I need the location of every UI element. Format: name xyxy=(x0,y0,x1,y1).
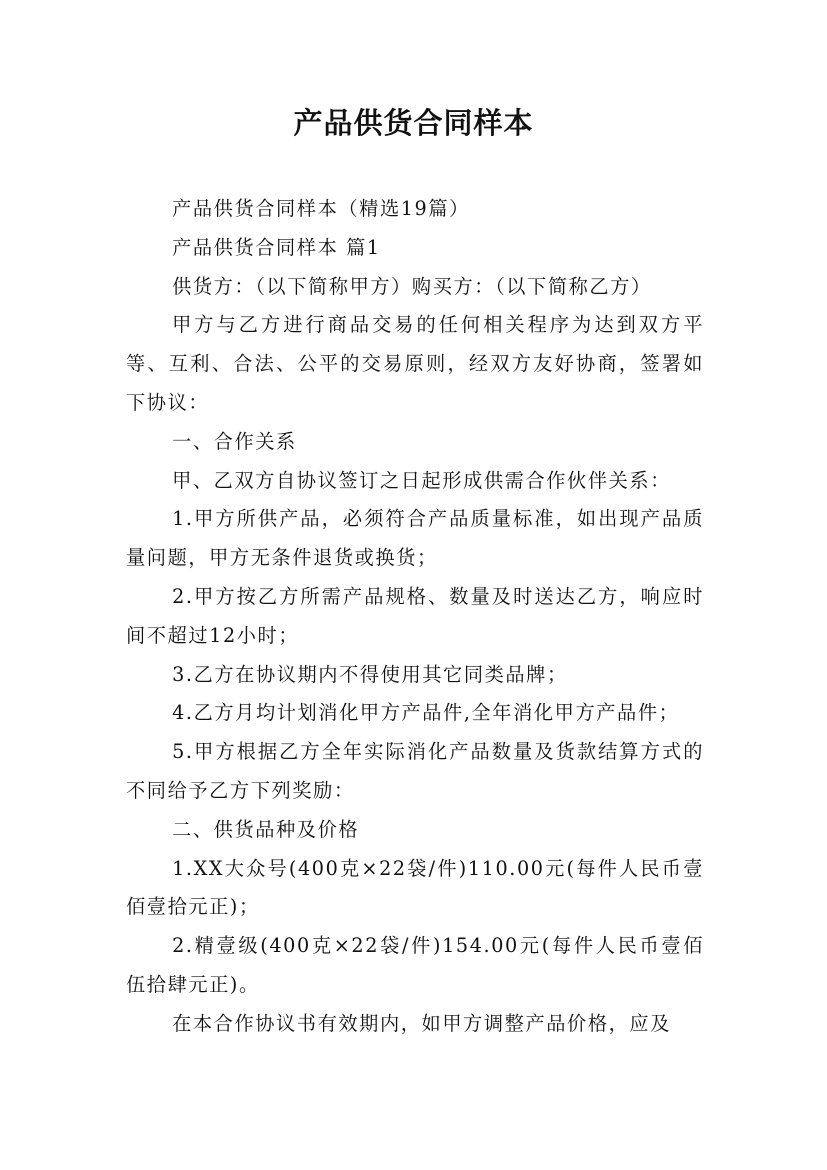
list-item: 2.精壹级(400克×22袋/件)154.00元(每件人民币壹佰伍拾肆元正)。 xyxy=(126,934,704,996)
paragraph: 在本合作协议书有效期内，如甲方调整产品价格，应及 xyxy=(172,1011,671,1035)
paragraph: 甲方与乙方进行商品交易的任何相关程序为达到双方平等、互利、合法、公平的交易原则，经双方友好协商，签署如下协议： xyxy=(126,313,704,414)
list-item: 2.甲方按乙方所需产品规格、数量及时送达乙方，响应时间不超过12小时； xyxy=(126,584,704,647)
paragraph: 供货方：（以下简称甲方）购买方：（以下简称乙方） xyxy=(172,274,652,298)
document-title: 产品供货合同样本 xyxy=(293,106,534,140)
list-item: 1.甲方所供产品，必须符合产品质量标准，如出现产品质量问题，甲方无条件退货或换货； xyxy=(126,507,704,570)
list-item: 4.乙方月均计划消化甲方产品件,全年消化甲方产品件； xyxy=(172,701,680,725)
paragraph: 产品供货合同样本（精选19篇） xyxy=(172,197,470,220)
list-item: 3.乙方在协议期内不得使用其它同类品牌； xyxy=(172,662,568,686)
list-item: 1.XX大众号(400克×22袋/件)110.00元(每件人民币壹佰壹拾元正)； xyxy=(126,856,704,919)
section-heading: 一、合作关系 xyxy=(172,429,297,453)
section-heading: 二、供货品种及价格 xyxy=(172,817,360,841)
paragraph: 产品供货合同样本 篇1 xyxy=(172,235,381,259)
paragraph: 甲、乙双方自协议签订之日起形成供需合作伙伴关系： xyxy=(172,468,671,492)
list-item: 5.甲方根据乙方全年实际消化产品数量及货款结算方式的不同给予乙方下列奖励： xyxy=(126,740,704,802)
document-body xyxy=(126,190,704,1044)
